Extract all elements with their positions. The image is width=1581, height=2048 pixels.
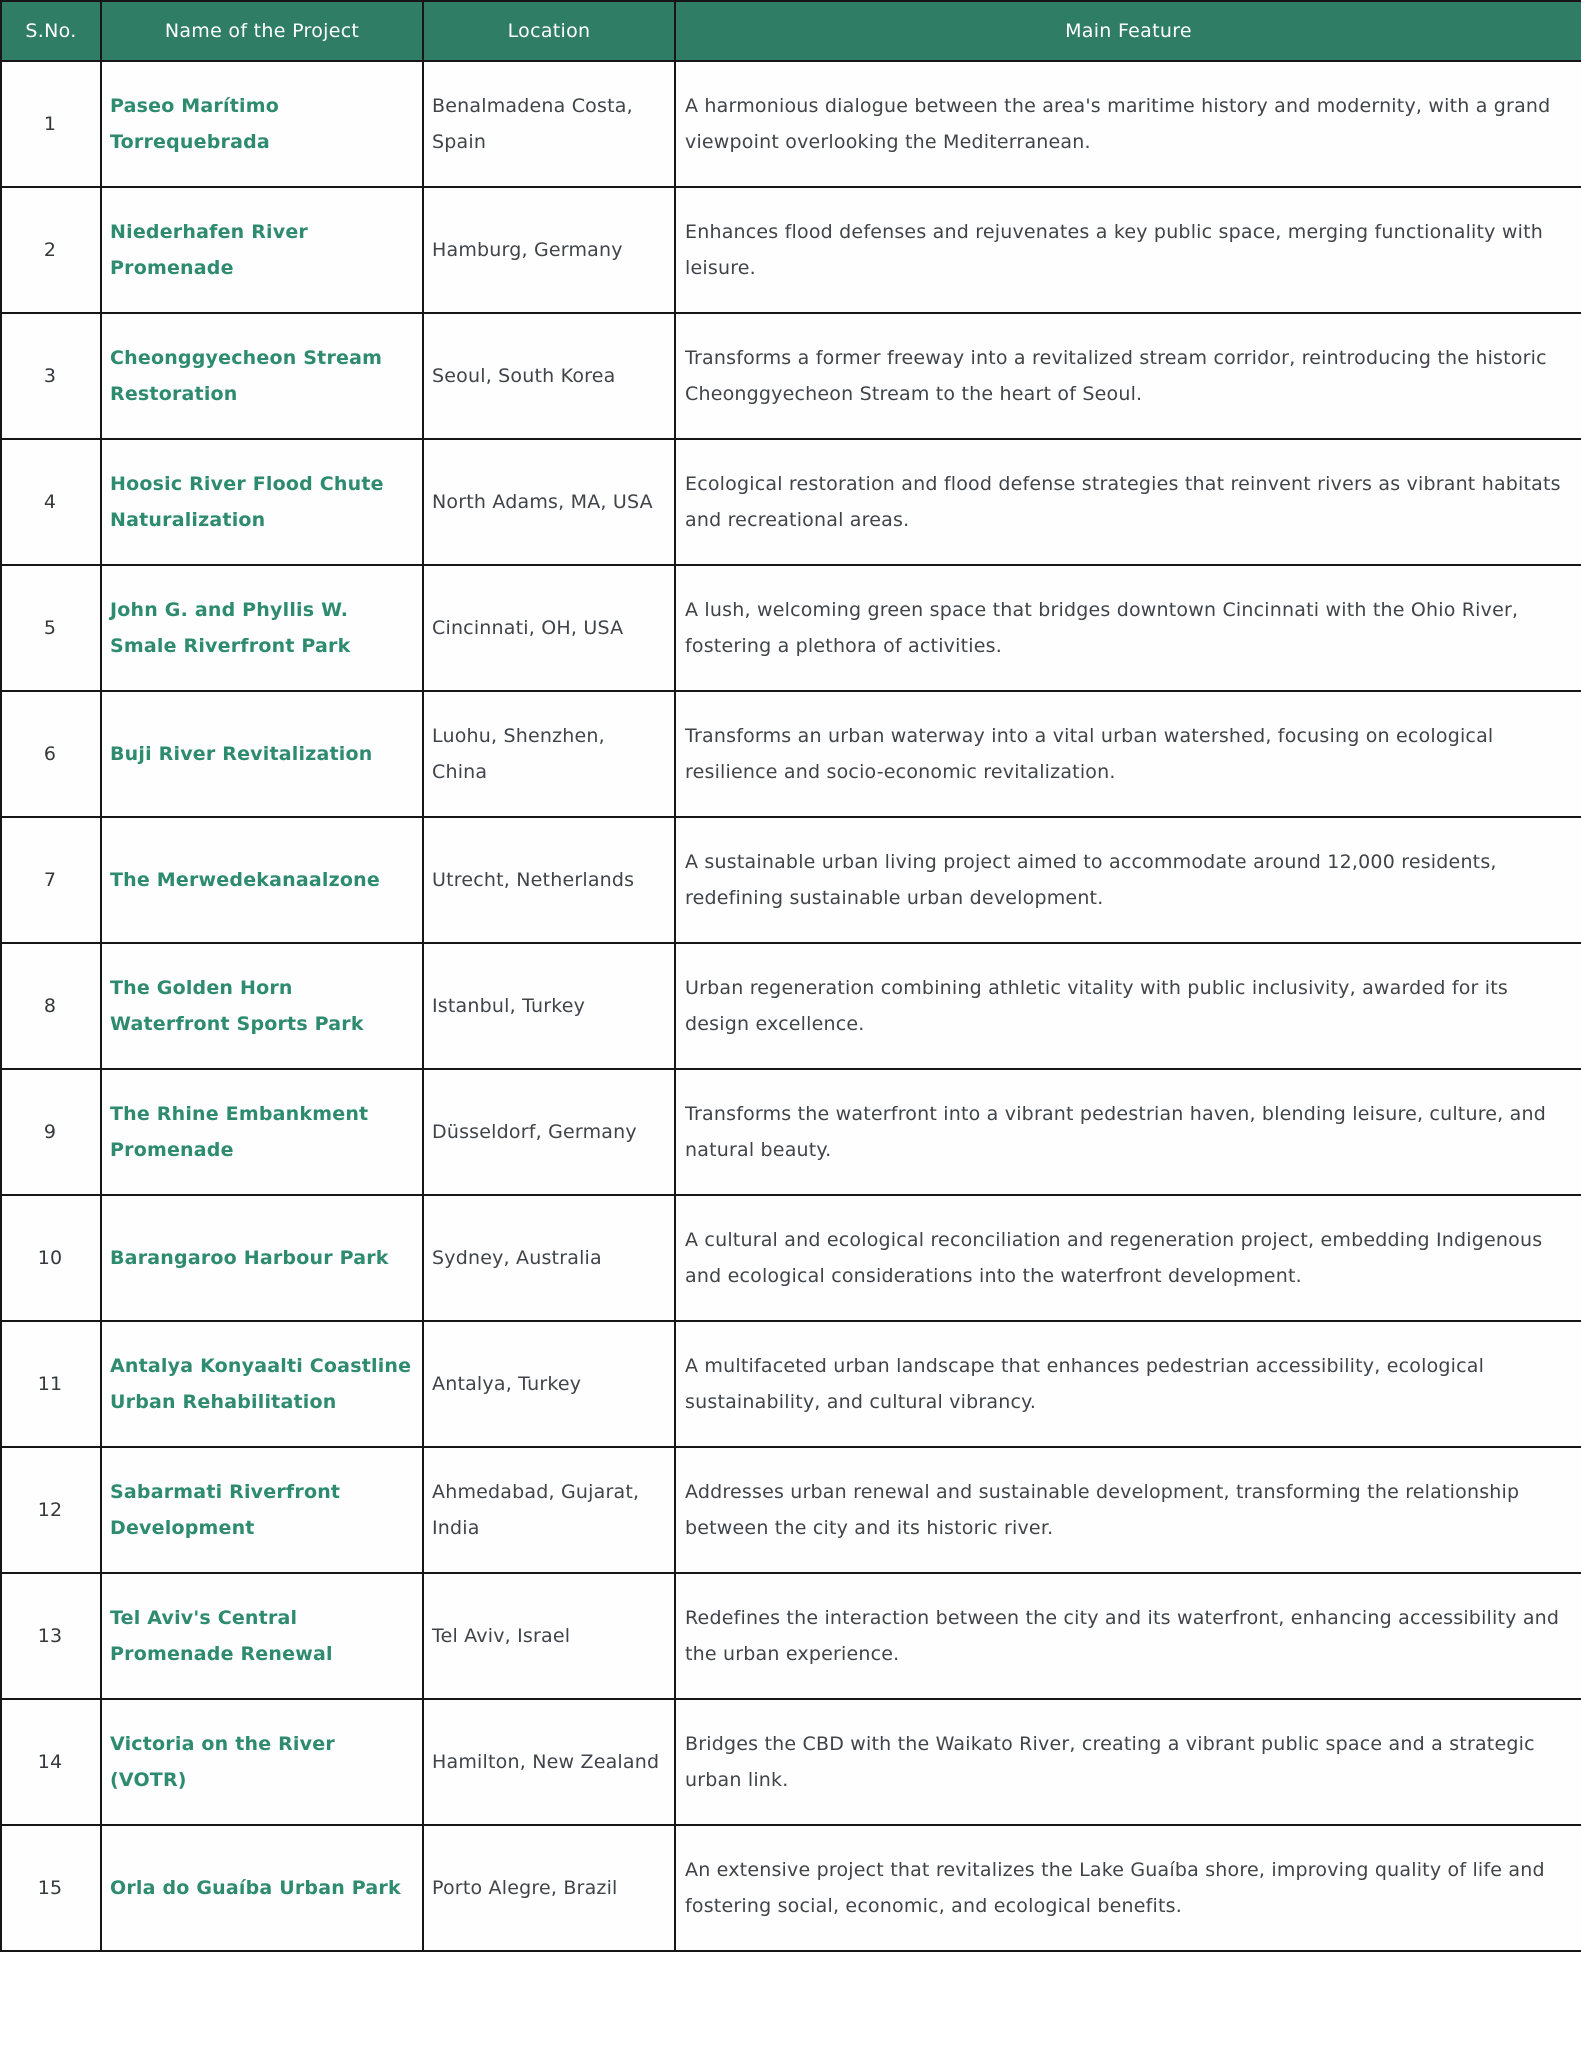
sno-cell: 11	[1, 1321, 101, 1447]
location-cell: Luohu, Shenzhen, China	[423, 691, 675, 817]
feature-cell: Redefines the interaction between the city and its waterfront, enhancing accessibility and the urban experience.	[675, 1573, 1581, 1699]
sno-cell: 15	[1, 1825, 101, 1951]
project-name-link[interactable]: The Rhine Embankment Promenade	[110, 1103, 369, 1161]
feature-cell: Addresses urban renewal and sustainable development, transforming the relationship between the city and its historic river.	[675, 1447, 1581, 1573]
project-name-link[interactable]: Victoria on the River (VOTR)	[110, 1733, 335, 1791]
sno-cell: 2	[1, 187, 101, 313]
header-feature: Main Feature	[675, 1, 1581, 61]
sno-cell: 10	[1, 1195, 101, 1321]
project-name-cell	[101, 1069, 423, 1195]
feature-cell: Ecological restoration and flood defense strategies that reinvent rivers as vibrant habitats and recreational areas.	[675, 439, 1581, 565]
location-cell: Seoul, South Korea	[423, 313, 675, 439]
header-name: Name of the Project	[101, 1, 423, 61]
project-name-link[interactable]: Sabarmati Riverfront Development	[110, 1481, 341, 1539]
table-row	[1, 1699, 1581, 1825]
table-row	[1, 1195, 1581, 1321]
header-sno: S.No.	[1, 1, 101, 61]
feature-cell: A multifaceted urban landscape that enhances pedestrian accessibility, ecological sustainability, and cultural vibrancy.	[675, 1321, 1581, 1447]
project-name-link[interactable]: Orla do Guaíba Urban Park	[110, 1877, 401, 1899]
feature-cell: A harmonious dialogue between the area's maritime history and modernity, with a grand viewpoint overlooking the Mediterranean.	[675, 61, 1581, 187]
sno-cell: 6	[1, 691, 101, 817]
table-row	[1, 565, 1581, 691]
project-name-link[interactable]: Cheonggyecheon Stream Restoration	[110, 347, 383, 405]
feature-cell: A sustainable urban living project aimed to accommodate around 12,000 residents, redefining sustainable urban development.	[675, 817, 1581, 943]
header-location: Location	[423, 1, 675, 61]
project-name-link[interactable]: The Golden Horn Waterfront Sports Park	[110, 977, 364, 1035]
project-name-cell	[101, 1447, 423, 1573]
project-name-cell	[101, 187, 423, 313]
project-name-cell	[101, 313, 423, 439]
location-cell: Benalmadena Costa, Spain	[423, 61, 675, 187]
project-name-cell	[101, 1699, 423, 1825]
project-name-cell	[101, 943, 423, 1069]
location-cell: Antalya, Turkey	[423, 1321, 675, 1447]
feature-cell: Transforms a former freeway into a revitalized stream corridor, reintroducing the historic Cheonggyecheon Stream to the heart of Seoul.	[675, 313, 1581, 439]
feature-cell: Bridges the CBD with the Waikato River, creating a vibrant public space and a strategic urban link.	[675, 1699, 1581, 1825]
project-name-link[interactable]: Hoosic River Flood Chute Naturalization	[110, 473, 384, 531]
location-cell: North Adams, MA, USA	[423, 439, 675, 565]
project-name-link[interactable]: Niederhafen River Promenade	[110, 221, 308, 279]
table-row	[1, 1573, 1581, 1699]
location-cell: Tel Aviv, Israel	[423, 1573, 675, 1699]
sno-cell: 3	[1, 313, 101, 439]
location-cell: Utrecht, Netherlands	[423, 817, 675, 943]
project-name-cell	[101, 1321, 423, 1447]
feature-cell: A cultural and ecological reconciliation and regeneration project, embedding Indigenous and ecological considerations into the waterfront development.	[675, 1195, 1581, 1321]
project-name-cell	[101, 61, 423, 187]
table-row	[1, 691, 1581, 817]
project-name-cell	[101, 817, 423, 943]
sno-cell: 1	[1, 61, 101, 187]
project-name-cell	[101, 565, 423, 691]
feature-cell: Transforms the waterfront into a vibrant pedestrian haven, blending leisure, culture, and natural beauty.	[675, 1069, 1581, 1195]
table-row	[1, 1069, 1581, 1195]
table-body	[1, 61, 1581, 1951]
sno-cell: 14	[1, 1699, 101, 1825]
project-name-cell	[101, 1573, 423, 1699]
location-cell: Düsseldorf, Germany	[423, 1069, 675, 1195]
table-row	[1, 187, 1581, 313]
sno-cell: 12	[1, 1447, 101, 1573]
feature-cell: Urban regeneration combining athletic vitality with public inclusivity, awarded for its design excellence.	[675, 943, 1581, 1069]
project-name-link[interactable]: Buji River Revitalization	[110, 743, 373, 765]
location-cell: Sydney, Australia	[423, 1195, 675, 1321]
table-row	[1, 1447, 1581, 1573]
table-row	[1, 1321, 1581, 1447]
table-row	[1, 61, 1581, 187]
table-header	[1, 1, 1581, 61]
project-name-link[interactable]: Paseo Marítimo Torrequebrada	[110, 95, 279, 153]
project-name-link[interactable]: John G. and Phyllis W. Smale Riverfront Park	[110, 599, 351, 657]
project-name-cell	[101, 439, 423, 565]
project-name-link[interactable]: The Merwedekanaalzone	[110, 869, 380, 891]
sno-cell: 4	[1, 439, 101, 565]
project-name-cell	[101, 1825, 423, 1951]
table-row	[1, 817, 1581, 943]
location-cell: Hamilton, New Zealand	[423, 1699, 675, 1825]
feature-cell: Transforms an urban waterway into a vital urban watershed, focusing on ecological resilience and socio-economic revitalization.	[675, 691, 1581, 817]
header-row	[1, 1, 1581, 61]
project-name-link[interactable]: Antalya Konyaalti Coastline Urban Rehabilitation	[110, 1355, 412, 1413]
sno-cell: 13	[1, 1573, 101, 1699]
sno-cell: 7	[1, 817, 101, 943]
sno-cell: 8	[1, 943, 101, 1069]
table-row	[1, 313, 1581, 439]
location-cell: Istanbul, Turkey	[423, 943, 675, 1069]
project-name-link[interactable]: Barangaroo Harbour Park	[110, 1247, 389, 1269]
project-name-cell	[101, 691, 423, 817]
location-cell: Hamburg, Germany	[423, 187, 675, 313]
location-cell: Cincinnati, OH, USA	[423, 565, 675, 691]
project-name-cell	[101, 1195, 423, 1321]
table-row	[1, 439, 1581, 565]
feature-cell: Enhances flood defenses and rejuvenates a key public space, merging functionality with leisure.	[675, 187, 1581, 313]
table-row	[1, 943, 1581, 1069]
sno-cell: 9	[1, 1069, 101, 1195]
table-row	[1, 1825, 1581, 1951]
location-cell: Porto Alegre, Brazil	[423, 1825, 675, 1951]
sno-cell: 5	[1, 565, 101, 691]
project-name-link[interactable]: Tel Aviv's Central Promenade Renewal	[110, 1607, 333, 1665]
feature-cell: An extensive project that revitalizes the Lake Guaíba shore, improving quality of life and fostering social, economic, and ecological benefits.	[675, 1825, 1581, 1951]
location-cell: Ahmedabad, Gujarat, India	[423, 1447, 675, 1573]
feature-cell: A lush, welcoming green space that bridges downtown Cincinnati with the Ohio River, fostering a plethora of activities.	[675, 565, 1581, 691]
